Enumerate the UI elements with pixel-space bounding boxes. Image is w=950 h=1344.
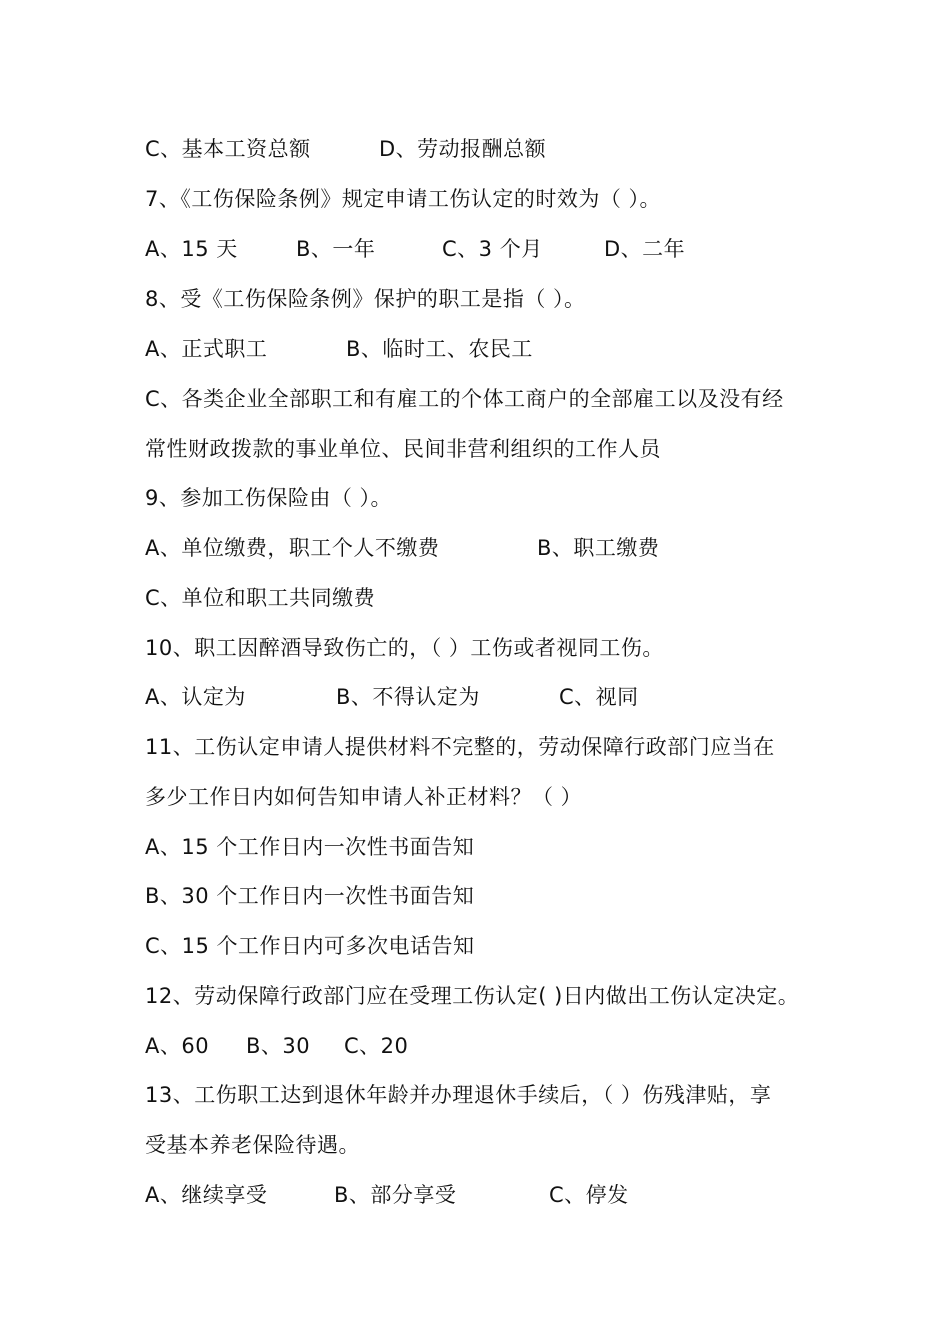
option-b: B、30: [246, 1034, 311, 1058]
option-a: A、正式职工: [145, 337, 268, 361]
question-text: 多少工作日内如何告知申请人补正材料？（ ）: [145, 785, 583, 809]
option-b: B、不得认定为: [336, 685, 480, 709]
option-b: B、一年: [296, 237, 376, 261]
question-text: 7、《工伤保险条例》规定申请工伤认定的时效为（ ）。: [145, 187, 662, 211]
question-text: 10、职工因醉酒导致伤亡的，（ ）工伤或者视同工伤。: [145, 636, 664, 660]
question-text: 13、工伤职工达到退休年龄并办理退休手续后，（ ）伤残津贴，享: [145, 1083, 772, 1107]
option-c: C、视同: [559, 685, 639, 709]
option-c: C、3 个月: [442, 237, 543, 261]
option-a: A、认定为: [145, 685, 246, 709]
option-b: B、部分享受: [334, 1183, 457, 1207]
option-c: C、20: [344, 1034, 409, 1058]
option-b: B、临时工、农民工: [346, 337, 533, 361]
question-text: 11、工伤认定申请人提供材料不完整的，劳动保障行政部门应当在: [145, 735, 775, 759]
option-a: A、单位缴费，职工个人不缴费: [145, 536, 440, 560]
option-c: C、停发: [549, 1183, 629, 1207]
question-text: 9、参加工伤保险由（ ）。: [145, 486, 393, 510]
option-c: C、单位和职工共同缴费: [145, 586, 376, 610]
option-a: A、15 天: [145, 237, 238, 261]
question-text: 8、受《工伤保险条例》保护的职工是指（ ）。: [145, 287, 586, 311]
option-c: C、各类企业全部职工和有雇工的个体工商户的全部雇工以及没有经: [145, 387, 784, 411]
option-a: A、继续享受: [145, 1183, 268, 1207]
option-c-continued: 常性财政拨款的事业单位、民间非营利组织的工作人员: [145, 437, 661, 461]
option-d: D、劳动报酬总额: [379, 137, 547, 161]
option-c: C、基本工资总额: [145, 137, 311, 161]
option-a: A、15 个工作日内一次性书面告知: [145, 835, 475, 859]
question-text: 12、劳动保障行政部门应在受理工伤认定( )日内做出工伤认定决定。: [145, 984, 800, 1008]
question-text: 受基本养老保险待遇。: [145, 1133, 360, 1157]
option-c: C、15 个工作日内可多次电话告知: [145, 934, 475, 958]
option-b: B、30 个工作日内一次性书面告知: [145, 884, 475, 908]
option-a: A、60: [145, 1034, 210, 1058]
option-b: B、职工缴费: [537, 536, 660, 560]
option-d: D、二年: [604, 237, 686, 261]
